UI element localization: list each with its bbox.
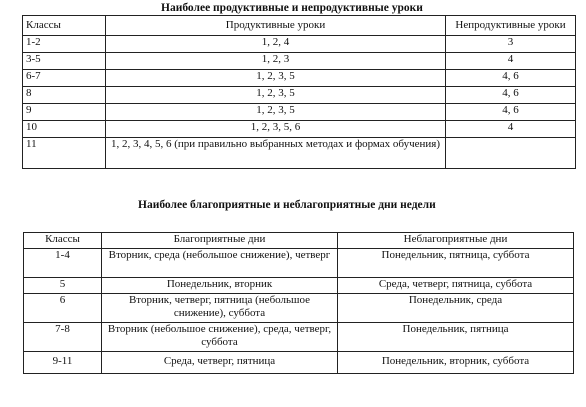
- unfavorable-cell: Среда, четверг, пятница, суббота: [338, 278, 574, 294]
- column-header-favorable: Благоприятные дни: [102, 233, 338, 249]
- favorable-days-title: Наиболее благоприятные и неблагоприятные дни недели: [138, 199, 436, 211]
- table-row: [23, 53, 576, 70]
- table-row: [24, 249, 574, 278]
- unproductive-cell: 3: [446, 36, 576, 53]
- favorable-cell: Вторник, среда (небольшое снижение), четверг: [102, 249, 338, 278]
- unfavorable-cell: Понедельник, пятница, суббота: [338, 249, 574, 278]
- grade-cell: 11: [23, 138, 106, 169]
- productive-cell: 1, 2, 3: [106, 53, 446, 70]
- table-row: [23, 87, 576, 104]
- productive-cell: 1, 2, 3, 4, 5, 6 (при правильно выбранных методах и формах обучения): [106, 138, 446, 169]
- unproductive-cell: [446, 138, 576, 169]
- table-row: [23, 70, 576, 87]
- productive-cell: 1, 2, 3, 5: [106, 104, 446, 121]
- column-header-unfavorable: Неблагоприятные дни: [338, 233, 574, 249]
- column-header-grades: Классы: [24, 233, 102, 249]
- grade-cell: 9-11: [24, 352, 102, 374]
- table-row: [23, 36, 576, 53]
- grade-cell: 8: [23, 87, 106, 104]
- unproductive-cell: 4: [446, 53, 576, 70]
- productive-cell: 1, 2, 3, 5, 6: [106, 121, 446, 138]
- table-row: [24, 278, 574, 294]
- favorable-cell: Вторник, четверг, пятница (небольшое снижение), суббота: [102, 294, 338, 323]
- table-row: [23, 104, 576, 121]
- table-row: [24, 294, 574, 323]
- grade-cell: 5: [24, 278, 102, 294]
- grade-cell: 1-2: [23, 36, 106, 53]
- column-header-productive: Продуктивные уроки: [106, 16, 446, 36]
- favorable-days-table: [23, 232, 574, 374]
- grade-cell: 7-8: [24, 323, 102, 352]
- column-header-grades: Классы: [23, 16, 106, 36]
- table-row: [23, 138, 576, 169]
- productive-lessons-table: [22, 15, 576, 169]
- favorable-cell: Среда, четверг, пятница: [102, 352, 338, 374]
- unproductive-cell: 4, 6: [446, 87, 576, 104]
- column-header-unproductive: Непродуктивные уроки: [446, 16, 576, 36]
- favorable-cell: Понедельник, вторник: [102, 278, 338, 294]
- unproductive-cell: 4, 6: [446, 70, 576, 87]
- favorable-cell: Вторник (небольшое снижение), среда, четверг, суббота: [102, 323, 338, 352]
- table-row: [23, 121, 576, 138]
- table-row: [24, 323, 574, 352]
- unproductive-cell: 4, 6: [446, 104, 576, 121]
- table-row: [24, 352, 574, 374]
- productive-cell: 1, 2, 3, 5: [106, 70, 446, 87]
- unfavorable-cell: Понедельник, среда: [338, 294, 574, 323]
- unproductive-cell: 4: [446, 121, 576, 138]
- unfavorable-cell: Понедельник, вторник, суббота: [338, 352, 574, 374]
- grade-cell: 6-7: [23, 70, 106, 87]
- unfavorable-cell: Понедельник, пятница: [338, 323, 574, 352]
- table-header-row: [23, 16, 576, 36]
- table-header-row: [24, 233, 574, 249]
- productive-cell: 1, 2, 3, 5: [106, 87, 446, 104]
- grade-cell: 3-5: [23, 53, 106, 70]
- grade-cell: 6: [24, 294, 102, 323]
- productive-lessons-title: Наиболее продуктивные и непродуктивные уроки: [161, 2, 423, 14]
- productive-cell: 1, 2, 4: [106, 36, 446, 53]
- grade-cell: 10: [23, 121, 106, 138]
- grade-cell: 9: [23, 104, 106, 121]
- grade-cell: 1-4: [24, 249, 102, 278]
